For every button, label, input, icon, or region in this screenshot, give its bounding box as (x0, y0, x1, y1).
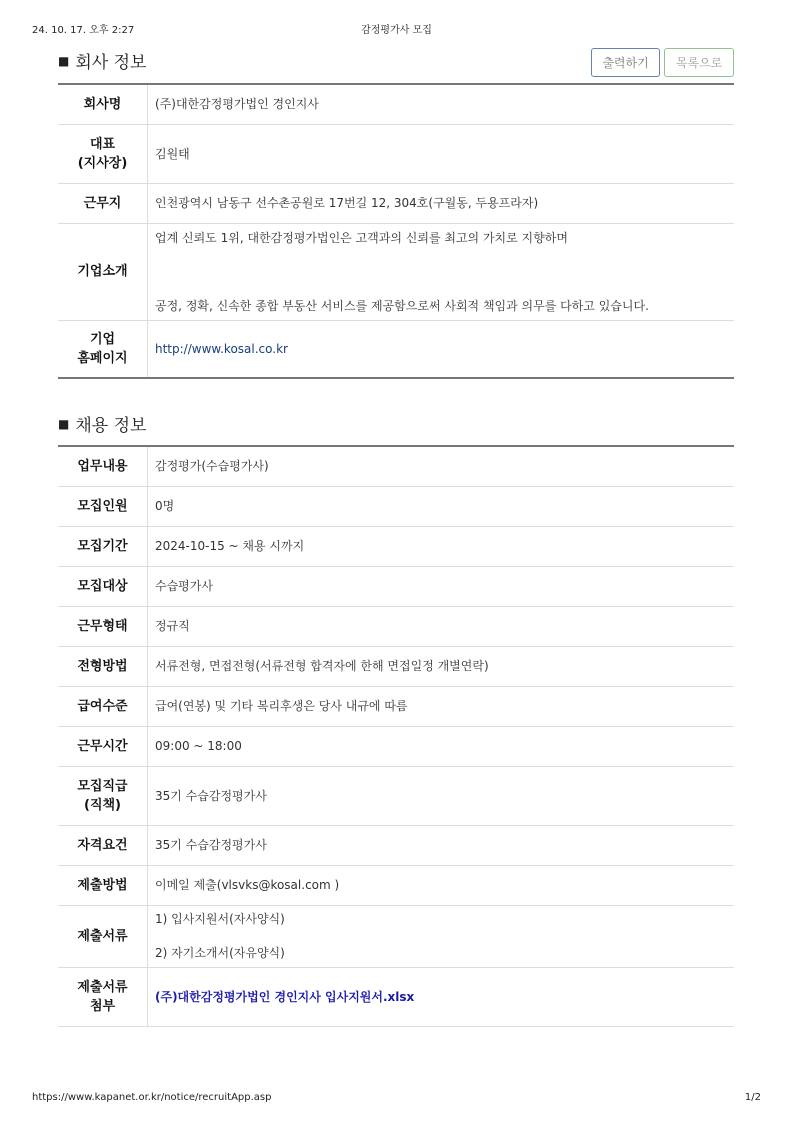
company-info-table (58, 83, 734, 379)
row-label: 근무형태 (58, 606, 148, 646)
row-label: 전형방법 (58, 646, 148, 686)
list-button[interactable]: 목록으로 (664, 48, 734, 77)
company-intro-value (148, 223, 735, 320)
table-row (58, 865, 734, 905)
row-label: 제출서류 (58, 905, 148, 967)
recruit-section-title-text: 채용 정보 (75, 416, 147, 436)
table-row (58, 825, 734, 865)
row-label-line: 대표 (89, 136, 116, 152)
print-url: https://www.kapanet.or.kr/notice/recruitApp.asp (32, 1092, 272, 1103)
print-header (0, 21, 793, 35)
table-row (58, 183, 734, 223)
row-label: 제출방법 (58, 865, 148, 905)
table-row (58, 223, 734, 320)
table-row (58, 84, 734, 124)
bullet-square-icon: ■ (58, 416, 70, 431)
intro-line: 업계 신뢰도 1위, 대한감정평가법인은 고객과의 신뢰를 최고의 가치로 지향하며 (155, 230, 568, 245)
row-value: 급여(연봉) 및 기타 복리후생은 당사 내규에 따름 (148, 686, 735, 726)
row-label (58, 766, 148, 825)
row-label: 근무지 (58, 183, 148, 223)
table-row (58, 486, 734, 526)
homepage-cell (148, 320, 735, 378)
document-line: 1) 입사지원서(자사양식) (155, 912, 285, 926)
row-label: 급여수준 (58, 686, 148, 726)
row-value: 0명 (148, 486, 735, 526)
print-footer (0, 1092, 793, 1106)
row-value: 정규직 (148, 606, 735, 646)
row-label: 모집대상 (58, 566, 148, 606)
intro-line: 공정, 정확, 신속한 종합 부동산 서비스를 제공함으로써 사회적 책임과 의무를 다하고 있습니다. (155, 298, 649, 313)
row-label-line: (직책) (84, 797, 121, 813)
table-row (58, 566, 734, 606)
row-value: 09:00 ~ 18:00 (148, 726, 735, 766)
row-value: 감정평가(수습평가사) (148, 446, 735, 486)
row-label-line: 홈페이지 (77, 350, 128, 366)
company-section-title (58, 48, 146, 73)
row-label-line: 제출서류 (77, 979, 128, 995)
row-value: 35기 수습감정평가사 (148, 766, 735, 825)
print-button[interactable]: 출력하기 (591, 48, 660, 77)
row-label: 자격요건 (58, 825, 148, 865)
page-number: 1/2 (744, 1092, 761, 1103)
attachment-link[interactable]: (주)대한감정평가법인 경인지사 입사지원서.xlsx (155, 989, 415, 1004)
attachment-cell (148, 967, 735, 1026)
print-title: 감정평가사 모집 (361, 25, 432, 36)
table-row (58, 726, 734, 766)
table-row (58, 320, 734, 378)
recruit-info-table (58, 445, 734, 1027)
row-label: 회사명 (58, 84, 148, 124)
row-label (58, 967, 148, 1026)
row-value: 35기 수습감정평가사 (148, 825, 735, 865)
workplace-value: 인천광역시 남동구 선수촌공원로 17번길 12, 304호(구월동, 두용프라자) (148, 183, 735, 223)
row-label: 업무내용 (58, 446, 148, 486)
row-label: 근무시간 (58, 726, 148, 766)
row-value (148, 905, 735, 967)
table-row (58, 766, 734, 825)
table-row (58, 905, 734, 967)
row-label-line: 모집직급 (77, 778, 128, 794)
recruit-section-title (58, 411, 146, 436)
table-row (58, 686, 734, 726)
row-label-line: (지사장) (77, 155, 128, 171)
row-label: 모집인원 (58, 486, 148, 526)
row-label (58, 124, 148, 183)
row-label: 모집기간 (58, 526, 148, 566)
company-name-value: (주)대한감정평가법인 경인지사 (148, 84, 735, 124)
row-label (58, 320, 148, 378)
table-row (58, 124, 734, 183)
print-datetime: 24. 10. 17. 오후 2:27 (32, 25, 135, 36)
row-value: 서류전형, 면접전형(서류전형 합격자에 한해 면접일정 개별연락) (148, 646, 735, 686)
document-line: 2) 자기소개서(자유양식) (155, 946, 285, 960)
bullet-square-icon: ■ (58, 53, 70, 68)
table-row (58, 646, 734, 686)
row-value: 2024-10-15 ~ 채용 시까지 (148, 526, 735, 566)
homepage-link[interactable]: http://www.kosal.co.kr (155, 341, 288, 356)
row-value: 수습평가사 (148, 566, 735, 606)
row-label-line: 기업 (89, 331, 116, 347)
row-label-line: 첨부 (89, 998, 116, 1014)
table-row (58, 606, 734, 646)
row-value: 이메일 제출(vlsvks@kosal.com ) (148, 865, 735, 905)
table-row (58, 967, 734, 1026)
row-label: 기업소개 (58, 223, 148, 320)
ceo-value: 김원태 (148, 124, 735, 183)
company-section-title-text: 회사 정보 (75, 53, 147, 73)
table-row (58, 446, 734, 486)
table-row (58, 526, 734, 566)
